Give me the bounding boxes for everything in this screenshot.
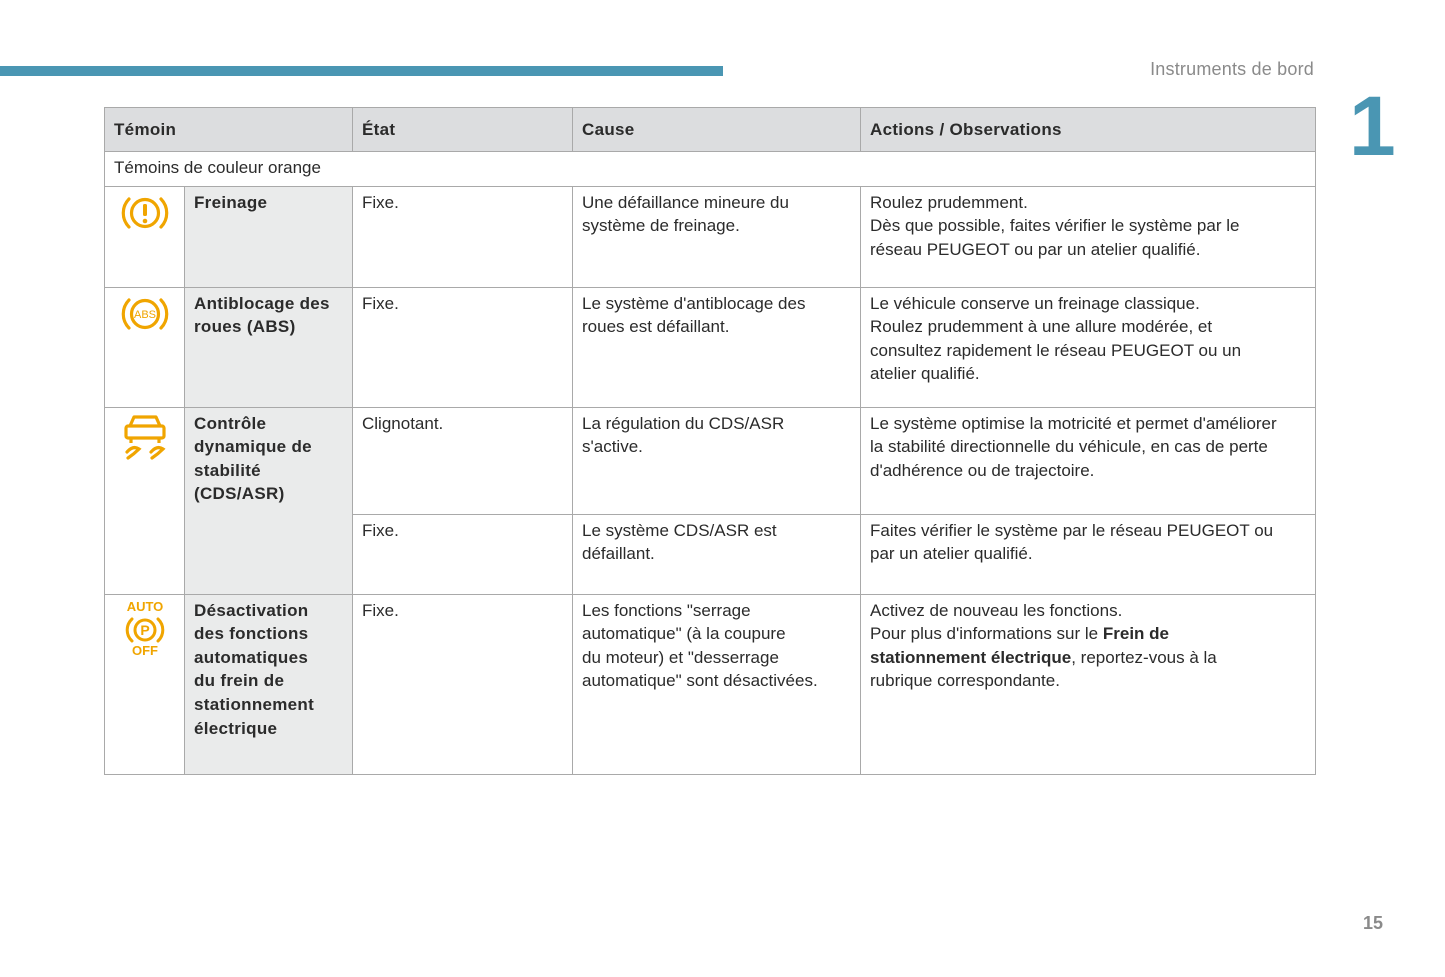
warning-name-line: du frein de: [194, 671, 285, 691]
warning-name-line: stationnement: [194, 694, 315, 714]
icon-cell: [105, 186, 185, 287]
actions-line: la stabilité directionnelle du véhicule, en cas de perte: [870, 437, 1268, 457]
actions-line: [870, 646, 1306, 670]
table-row: [105, 594, 1316, 774]
warning-name: [185, 594, 353, 774]
warning-name: [185, 407, 353, 594]
stability-control-icon: [114, 412, 175, 464]
actions-cell: [861, 407, 1316, 514]
actions-line: par un atelier qualifié.: [870, 544, 1033, 564]
cause-line: s'active.: [582, 437, 643, 457]
warning-name-line: automatiques: [194, 647, 309, 667]
warning-name: [185, 287, 353, 407]
actions-cell: [861, 514, 1316, 594]
cause-line: automatique" sont désactivées.: [582, 671, 818, 691]
actions-line: Activez de nouveau les fonctions.: [870, 600, 1123, 620]
actions-line: Roulez prudemment.: [870, 192, 1028, 212]
actions-line: d'adhérence ou de trajectoire.: [870, 460, 1095, 480]
actions-text: Pour plus d'informations sur le: [870, 624, 1103, 644]
actions-cell: [861, 594, 1316, 774]
warning-name-line: (CDS/ASR): [194, 484, 285, 504]
warning-name-line: Contrôle: [194, 413, 267, 433]
header-accent-bar: [0, 66, 723, 76]
column-header-etat: État: [353, 108, 573, 152]
actions-line: Dès que possible, faites vérifier le système par le: [870, 216, 1240, 236]
state-cell: Clignotant.: [353, 407, 573, 514]
actions-line: Le système optimise la motricité et permet d'améliorer: [870, 413, 1277, 433]
warning-name: Freinage: [185, 186, 353, 287]
actions-line: rubrique correspondante.: [870, 671, 1060, 691]
icon-cell: [105, 407, 185, 594]
cause-line: système de freinage.: [582, 216, 740, 236]
actions-line: atelier qualifié.: [870, 364, 980, 384]
manual-reference-link: stationnement électrique: [870, 647, 1072, 667]
state-cell: Fixe.: [353, 186, 573, 287]
warning-name-line: stabilité: [194, 460, 261, 480]
cause-line: du moteur) et "desserrage: [582, 647, 779, 667]
section-title: Instruments de bord: [1150, 59, 1314, 79]
warning-name-line: dynamique de: [194, 437, 312, 457]
warning-name-line: Antiblocage des: [194, 293, 330, 313]
cause-cell: [573, 186, 861, 287]
cause-line: La régulation du CDS/ASR: [582, 413, 785, 433]
auto-parking-brake-off-icon: [114, 599, 175, 657]
icon-cell: [105, 594, 185, 774]
actions-cell: [861, 287, 1316, 407]
warning-name-line: des fonctions: [194, 624, 309, 644]
off-label: OFF: [131, 642, 158, 657]
abs-warning-icon: [114, 292, 175, 336]
actions-line: consultez rapidement le réseau PEUGEOT ou un: [870, 340, 1242, 360]
state-cell: Fixe.: [353, 514, 573, 594]
cause-line: Une défaillance mineure du: [582, 192, 789, 212]
cause-cell: [573, 594, 861, 774]
category-label: Témoins de couleur orange: [105, 152, 1316, 187]
column-header-temoin: Témoin: [105, 108, 353, 152]
actions-line: réseau PEUGEOT ou par un atelier qualifié.: [870, 239, 1201, 259]
actions-line: [870, 622, 1306, 646]
cause-cell: [573, 287, 861, 407]
warning-name-line: Désactivation: [194, 600, 309, 620]
table-row: [105, 186, 1316, 287]
chapter-number: 1: [1349, 79, 1396, 173]
manual-reference-link: Frein de: [1102, 624, 1169, 644]
cause-line: défaillant.: [582, 544, 655, 564]
auto-label: AUTO: [126, 598, 163, 614]
category-row: [105, 152, 1316, 187]
column-header-cause: Cause: [573, 108, 861, 152]
cause-line: Le système CDS/ASR est: [582, 520, 777, 540]
column-header-actions: Actions / Observations: [861, 108, 1316, 152]
abs-icon-text: ABS: [133, 308, 156, 321]
cause-line: Le système d'antiblocage des: [582, 293, 806, 313]
brake-warning-icon: [114, 191, 175, 235]
actions-line: Le véhicule conserve un freinage classique.: [870, 293, 1200, 313]
page-number: 15: [1363, 913, 1384, 933]
warning-lights-table: [104, 107, 1316, 775]
actions-line: Roulez prudemment à une allure modérée, et: [870, 317, 1213, 337]
cause-cell: [573, 514, 861, 594]
actions-cell: [861, 186, 1316, 287]
warning-name-line: roues (ABS): [194, 317, 296, 337]
cause-line: automatique" (à la coupure: [582, 624, 786, 644]
actions-line: Faites vérifier le système par le réseau PEUGEOT ou: [870, 520, 1274, 540]
icon-cell: [105, 287, 185, 407]
state-cell: Fixe.: [353, 287, 573, 407]
table-row: [105, 287, 1316, 407]
cause-line: Les fonctions "serrage: [582, 600, 751, 620]
parking-p-label: P: [139, 621, 150, 638]
table-row: [105, 407, 1316, 514]
table-header-row: [105, 108, 1316, 152]
cause-line: roues est défaillant.: [582, 317, 730, 337]
cause-cell: [573, 407, 861, 514]
state-cell: Fixe.: [353, 594, 573, 774]
actions-text: , reportez-vous à la: [1071, 647, 1217, 667]
warning-name-line: électrique: [194, 718, 278, 738]
